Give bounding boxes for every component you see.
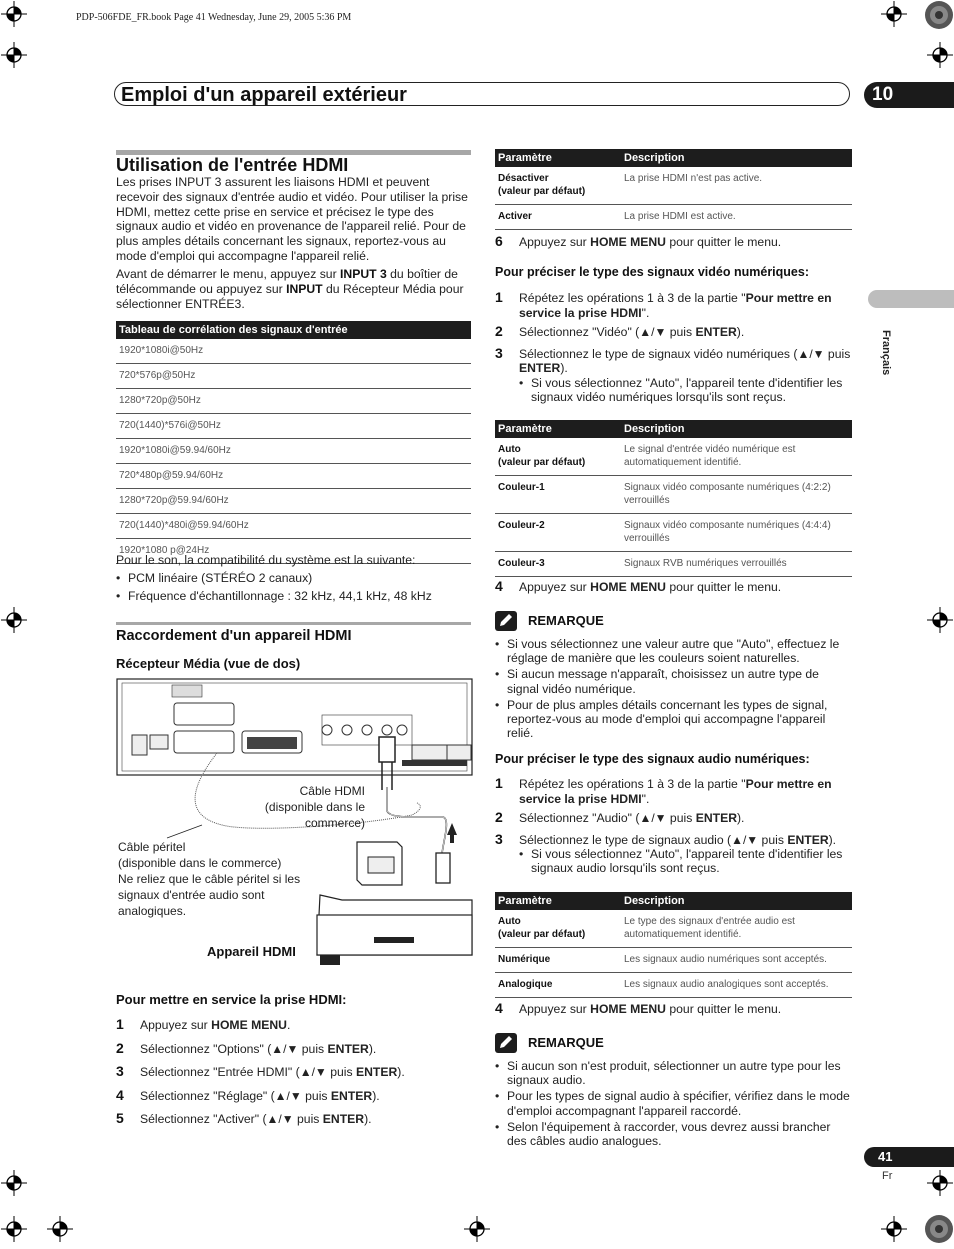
step-item bbox=[495, 830, 852, 848]
text-run: ). bbox=[736, 325, 745, 339]
key-label: ENTER bbox=[695, 811, 737, 825]
key-label: ENTER bbox=[330, 1088, 373, 1103]
key-label: ENTER bbox=[519, 361, 561, 375]
desc-cell: Signaux vidéo composante numériques (4:2:2) verrouillés bbox=[621, 476, 852, 514]
arrow-keys-icon: ▲/▼ bbox=[299, 1065, 327, 1079]
page-lang-code: Fr bbox=[882, 1170, 893, 1182]
table-row bbox=[116, 464, 471, 489]
video-type-table bbox=[495, 420, 852, 577]
list-item: • Pour les types de signal audio à spécifier, vérifiez dans le mode d'emploi accompagnant l'appareil raccordé. bbox=[495, 1089, 852, 1117]
step-item bbox=[116, 1086, 471, 1104]
registration-mark-icon bbox=[881, 1, 907, 27]
list-item-text: Fréquence d'échantillonnage : 32 kHz, 44,1 kHz, 48 kHz bbox=[128, 589, 432, 604]
video-step-4 bbox=[495, 580, 852, 595]
remarque-list-2 bbox=[495, 1059, 852, 1148]
enable-steps bbox=[116, 1018, 471, 1127]
audio-title: Pour préciser le type des signaux audio numériques: bbox=[495, 752, 810, 766]
color-bar-icon bbox=[924, 0, 954, 30]
text-run: pour quitter le menu. bbox=[665, 1002, 782, 1016]
text-run: Sélectionnez le type de signaux vidéo numériques ( bbox=[519, 346, 798, 361]
registration-mark-icon bbox=[927, 607, 953, 633]
list-item: • Pour de plus amples détails concernant les types de signal, reportez-vous au mode d'emploi qui accompagne l'appareil relié. bbox=[495, 698, 852, 741]
col-param: Paramètre bbox=[495, 149, 621, 167]
table-row bbox=[116, 364, 471, 389]
key-label: INPUT bbox=[286, 281, 323, 296]
registration-mark-icon bbox=[1, 607, 27, 633]
color-bar-icon bbox=[924, 1214, 954, 1244]
col-desc: Description bbox=[621, 149, 852, 167]
table-row bbox=[116, 414, 471, 439]
section-rule bbox=[116, 622, 471, 625]
scart-cable-label: Câble péritel (disponible dans le commerce) bbox=[118, 840, 282, 870]
text-run: Appuyez sur bbox=[140, 1018, 212, 1032]
text-run: puis bbox=[293, 1112, 323, 1126]
receiver-title: Récepteur Média (vue de dos) bbox=[116, 656, 301, 671]
table-row bbox=[116, 389, 471, 414]
step-number: 4 bbox=[116, 1086, 124, 1103]
table-header: Tableau de corrélation des signaux d'entrée bbox=[116, 321, 471, 339]
text-run: du Récepteur Média pour sélectionner ENTRÉE3. bbox=[116, 281, 464, 311]
table-row bbox=[495, 476, 852, 514]
table-row bbox=[495, 514, 852, 552]
step-item bbox=[116, 1065, 471, 1080]
table-row bbox=[495, 948, 852, 973]
text-run: . bbox=[286, 1018, 291, 1032]
key-label: Pour mettre en service la prise HDMI bbox=[519, 291, 832, 320]
param-cell: Auto (valeur par défaut) bbox=[495, 438, 621, 476]
table-row bbox=[495, 167, 852, 205]
text-run: puis bbox=[301, 1088, 331, 1103]
signal-table bbox=[116, 321, 471, 564]
text-run: ". bbox=[641, 791, 650, 806]
arrow-keys-icon: ▲/▼ bbox=[639, 325, 667, 339]
text-run: ). bbox=[397, 1065, 405, 1079]
sound-bullets bbox=[116, 571, 471, 603]
text-run: Appuyez sur bbox=[519, 235, 591, 249]
list-item-text: Si vous sélectionnez une valeur autre que "Auto", effectuez le réglage de manière que les couleurs soient naturelles. bbox=[507, 637, 840, 666]
step-number: 2 bbox=[495, 323, 503, 339]
step-number: 1 bbox=[495, 289, 503, 305]
text-run: Avant de démarrer le menu, appuyez sur bbox=[116, 267, 341, 281]
signal-format-cell: 720*480p@59.94/60Hz bbox=[116, 464, 471, 489]
step-number: 3 bbox=[116, 1063, 124, 1079]
remarque-list-1 bbox=[495, 637, 852, 740]
text-run: Sélectionnez "Audio" ( bbox=[519, 811, 640, 825]
text-run: Répétez les opérations 1 à 3 de la partie " bbox=[519, 777, 746, 791]
step-number: 5 bbox=[116, 1110, 124, 1126]
text-run: puis bbox=[666, 811, 696, 825]
text-run: Sélectionnez "Vidéo" ( bbox=[519, 325, 640, 339]
list-item: • Selon l'équipement à raccorder, vous devrez aussi brancher des câbles audio analogues. bbox=[495, 1120, 852, 1148]
param-cell: Analogique bbox=[495, 973, 621, 998]
remarque-heading: REMARQUE bbox=[528, 1035, 604, 1050]
text-run: ). bbox=[372, 1088, 380, 1103]
registration-mark-icon bbox=[1, 1170, 27, 1196]
step-number: 1 bbox=[116, 1016, 124, 1032]
desc-cell: La prise HDMI n'est pas active. bbox=[621, 167, 852, 205]
text-run: Appuyez sur bbox=[519, 1002, 591, 1016]
text-run: Sélectionnez "Options" ( bbox=[140, 1041, 272, 1056]
text-run: ). bbox=[828, 832, 837, 847]
signal-format-cell: 1920*1080i@50Hz bbox=[116, 339, 471, 364]
text-run: puis bbox=[824, 346, 851, 361]
signal-format-cell: 1280*720p@59.94/60Hz bbox=[116, 489, 471, 514]
list-item: • Si vous sélectionnez "Auto", l'appareil tente d'identifier les signaux audio lorsqu'ils sont reçus. bbox=[519, 847, 852, 875]
signal-format-cell: 720(1440)*480i@59.94/60Hz bbox=[116, 514, 471, 539]
language-label: Français bbox=[880, 330, 892, 376]
list-item-text: Si vous sélectionnez "Auto", l'appareil tente d'identifier les signaux vidéo numériques lorsqu'ils sont reçus. bbox=[531, 375, 843, 404]
activation-table bbox=[495, 149, 852, 230]
desc-cell: Le type des signaux d'entrée audio est automatiquement identifié. bbox=[621, 910, 852, 948]
param-cell: Couleur-2 bbox=[495, 514, 621, 552]
desc-cell: Le signal d'entrée vidéo numérique est automatiquement identifié. bbox=[621, 438, 852, 476]
registration-mark-icon bbox=[47, 1216, 73, 1242]
step-number: 4 bbox=[495, 578, 503, 594]
text-run: pour quitter le menu. bbox=[665, 235, 782, 249]
param-cell: Activer bbox=[495, 205, 621, 230]
signal-format-cell: 720(1440)*576i@50Hz bbox=[116, 414, 471, 439]
text-run: Sélectionnez le type de signaux audio ( bbox=[519, 832, 732, 847]
video-title: Pour préciser le type des signaux vidéo numériques: bbox=[495, 265, 809, 279]
step-number: 4 bbox=[495, 1000, 503, 1016]
step-number: 3 bbox=[495, 830, 503, 847]
signal-format-cell: 1920*1080i@59.94/60Hz bbox=[116, 439, 471, 464]
arrow-keys-icon: ▲/▼ bbox=[271, 1041, 299, 1056]
param-cell: Couleur-1 bbox=[495, 476, 621, 514]
note-pencil-icon bbox=[495, 611, 517, 631]
desc-cell: Signaux vidéo composante numériques (4:4:4) verrouillés bbox=[621, 514, 852, 552]
key-label: ENTER bbox=[695, 325, 737, 339]
table-row bbox=[495, 973, 852, 998]
step-item bbox=[495, 344, 852, 376]
key-label: ENTER bbox=[787, 832, 829, 847]
key-label: HOME MENU bbox=[590, 580, 666, 594]
enable-title: Pour mettre en service la prise HDMI: bbox=[116, 992, 347, 1007]
step-item bbox=[495, 580, 852, 595]
table-row bbox=[116, 514, 471, 539]
remarque-heading: REMARQUE bbox=[528, 613, 604, 628]
registration-mark-icon bbox=[927, 1170, 953, 1196]
step-6 bbox=[495, 235, 852, 250]
table-row bbox=[116, 489, 471, 514]
key-label: INPUT 3 bbox=[340, 267, 387, 281]
key-label: ENTER bbox=[355, 1065, 398, 1079]
key-label: Pour mettre en service la prise HDMI bbox=[519, 777, 832, 806]
text-run: Répétez les opérations 1 à 3 de la partie " bbox=[519, 291, 746, 305]
connect-title: Raccordement d'un appareil HDMI bbox=[116, 628, 352, 644]
step-item bbox=[116, 1018, 471, 1033]
registration-mark-icon bbox=[1, 42, 27, 68]
desc-cell: La prise HDMI est active. bbox=[621, 205, 852, 230]
text-run: Sélectionnez "Activer" ( bbox=[140, 1112, 267, 1126]
text-run: pour quitter le menu. bbox=[665, 580, 782, 594]
registration-mark-icon bbox=[1, 1, 27, 27]
desc-cell: Les signaux audio analogiques sont acceptés. bbox=[621, 973, 852, 998]
table-row bbox=[116, 339, 471, 364]
list-item: • Si aucun message n'apparaît, choisissez un autre type de signal vidéo numérique. bbox=[495, 667, 852, 695]
audio-type-table bbox=[495, 892, 852, 998]
table-row bbox=[116, 439, 471, 464]
desc-cell: Signaux RVB numériques verrouillés bbox=[621, 552, 852, 577]
registration-mark-icon bbox=[881, 1216, 907, 1242]
sound-intro: Pour le son, la compatibilité du système est la suivante: bbox=[116, 553, 416, 567]
text-run: ". bbox=[641, 305, 650, 320]
param-cell: Couleur-3 bbox=[495, 552, 621, 577]
text-run: Sélectionnez "Entrée HDMI" ( bbox=[140, 1065, 300, 1079]
hdmi-cable-label: Câble HDMI (disponible dans le commerce) bbox=[264, 784, 365, 830]
page-number: 41 bbox=[864, 1147, 954, 1167]
col-desc: Description bbox=[621, 420, 852, 438]
text-run: ). bbox=[368, 1041, 377, 1056]
arrow-keys-icon: ▲/▼ bbox=[266, 1112, 294, 1126]
step-item bbox=[116, 1112, 471, 1127]
step-number: 6 bbox=[495, 233, 503, 249]
intro-paragraph: Les prises INPUT 3 assurent les liaisons HDMI et peuvent recevoir des signaux d'entrée audio et vidéo. Pour utiliser la prise HDMI, mettez cette prise en service et précisez le type des signaux audio et vidéo en provenance de l'appareil relié. Pour de plus amples détails concernant les signaux, reportez-vous au mode d'emploi qui accompagne l'appareil relié. bbox=[116, 175, 468, 263]
arrow-keys-icon: ▲/▼ bbox=[639, 811, 667, 825]
text-run: ). bbox=[560, 361, 568, 375]
key-label: ENTER bbox=[322, 1112, 365, 1126]
desc-cell: Les signaux audio numériques sont acceptés. bbox=[621, 948, 852, 973]
intro-paragraph-2 bbox=[116, 267, 471, 311]
text-run: puis bbox=[326, 1065, 356, 1079]
list-item-text: Si aucun message n'apparaît, choisissez un autre type de signal vidéo numérique. bbox=[507, 667, 819, 696]
text-run: puis bbox=[666, 325, 696, 339]
text-run: puis bbox=[298, 1041, 328, 1056]
list-item: • Si vous sélectionnez "Auto", l'appareil tente d'identifier les signaux vidéo numériques lorsqu'ils sont reçus. bbox=[519, 376, 852, 404]
key-label: ENTER bbox=[327, 1041, 369, 1056]
table-row bbox=[495, 910, 852, 948]
section-title: Utilisation de l'entrée HDMI bbox=[116, 155, 349, 175]
audio-step-4 bbox=[495, 1002, 852, 1017]
signal-format-cell: 720*576p@50Hz bbox=[116, 364, 471, 389]
list-item: • Si vous sélectionnez une valeur autre que "Auto", effectuez le réglage de manière que les couleurs soient naturelles. bbox=[495, 637, 852, 665]
text-run: ). bbox=[364, 1112, 372, 1126]
step-number: 3 bbox=[495, 344, 503, 361]
table-row bbox=[495, 205, 852, 230]
list-item-text: Pour de plus amples détails concernant les types de signal, reportez-vous au mode d'emploi qui accompagne l'appareil relié. bbox=[507, 697, 828, 741]
param-cell: Numérique bbox=[495, 948, 621, 973]
hdmi-device-label: Appareil HDMI bbox=[207, 944, 296, 959]
text-run: puis bbox=[758, 832, 788, 847]
list-item-text: Si aucun son n'est produit, sélectionner un autre type pour les signaux audio. bbox=[507, 1059, 841, 1088]
step-item bbox=[495, 291, 852, 320]
registration-mark-icon bbox=[1, 1216, 27, 1242]
key-label: HOME MENU bbox=[590, 235, 666, 249]
audio-steps bbox=[495, 777, 852, 875]
col-param: Paramètre bbox=[495, 892, 621, 910]
step-item bbox=[116, 1039, 471, 1057]
list-item-text: Si vous sélectionnez "Auto", l'appareil tente d'identifier les signaux audio lorsqu'ils sont reçus. bbox=[531, 847, 843, 876]
step-number: 1 bbox=[495, 775, 503, 791]
step-item bbox=[495, 811, 852, 826]
video-steps bbox=[495, 291, 852, 404]
list-item-text: PCM linéaire (STÉRÉO 2 canaux) bbox=[128, 571, 313, 585]
text-run: Sélectionnez "Réglage" ( bbox=[140, 1088, 275, 1103]
signal-format-cell: 1920*1080 p@24Hz bbox=[116, 539, 471, 564]
col-desc: Description bbox=[621, 892, 852, 910]
step-item bbox=[495, 235, 852, 250]
signal-format-cell: 1280*720p@50Hz bbox=[116, 389, 471, 414]
step-item bbox=[495, 1002, 852, 1017]
language-tab bbox=[868, 290, 954, 308]
key-label: HOME MENU bbox=[211, 1018, 287, 1032]
book-info-line: PDP-506FDE_FR.book Page 41 Wednesday, June 29, 2005 5:36 PM bbox=[76, 12, 352, 23]
scart-note: Ne reliez que le câble péritel si les signaux d'entrée audio sont analogiques. bbox=[118, 872, 301, 918]
param-cell: Auto (valeur par défaut) bbox=[495, 910, 621, 948]
list-item: • PCM linéaire (STÉRÉO 2 canaux) bbox=[116, 571, 471, 585]
chapter-number: 10 bbox=[864, 82, 954, 108]
list-item-text: Selon l'équipement à raccorder, vous devrez aussi brancher des câbles audio analogues. bbox=[507, 1119, 831, 1149]
list-item: • Fréquence d'échantillonnage : 32 kHz, 44,1 kHz, 48 kHz bbox=[116, 589, 471, 603]
registration-mark-icon bbox=[927, 42, 953, 68]
key-label: HOME MENU bbox=[590, 1002, 666, 1016]
step-item bbox=[495, 325, 852, 340]
arrow-keys-icon: ▲/▼ bbox=[731, 832, 759, 847]
text-run: du boîtier de télécommande ou appuyez sur bbox=[116, 267, 458, 296]
col-param: Paramètre bbox=[495, 420, 621, 438]
text-run: Appuyez sur bbox=[519, 580, 591, 594]
text-run: ). bbox=[737, 811, 745, 825]
step-number: 2 bbox=[116, 1039, 124, 1056]
table-row bbox=[495, 552, 852, 577]
step-number: 2 bbox=[495, 809, 503, 825]
step-item bbox=[495, 777, 852, 806]
arrow-keys-icon: ▲/▼ bbox=[797, 346, 825, 361]
note-pencil-icon bbox=[495, 1033, 517, 1053]
table-row bbox=[495, 438, 852, 476]
arrow-keys-icon: ▲/▼ bbox=[274, 1088, 302, 1103]
chapter-title: Emploi d'un appareil extérieur bbox=[114, 82, 850, 106]
param-cell: Désactiver (valeur par défaut) bbox=[495, 167, 621, 205]
list-item-text: Pour les types de signal audio à spécifier, vérifiez dans le mode d'emploi accompagnant l'appareil raccordé. bbox=[507, 1089, 850, 1118]
registration-mark-icon bbox=[464, 1216, 490, 1242]
list-item: • Si aucun son n'est produit, sélectionner un autre type pour les signaux audio. bbox=[495, 1059, 852, 1087]
